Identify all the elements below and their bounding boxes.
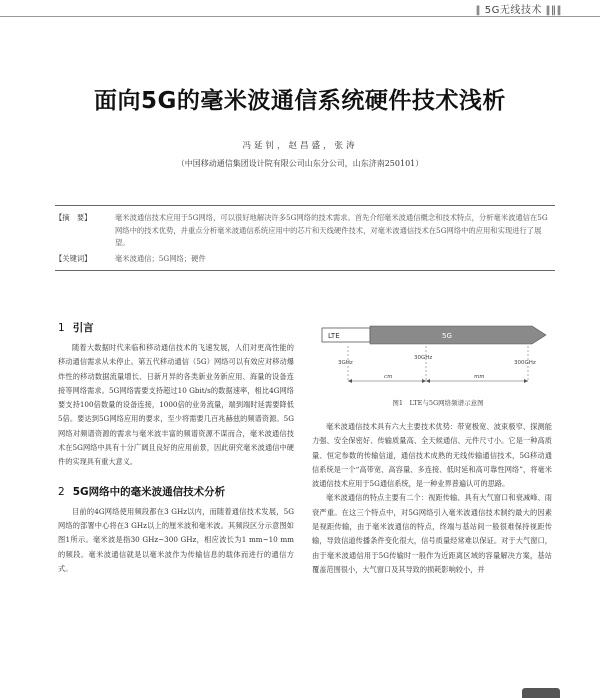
section-2-body: 目前的4G网络使用频段都在3 GHz以内，而随着通信技术发展，5G网络的部署中心将在3 GHz以上的厘米波和毫米波。其频段区分示意图如图1所示。毫米波是指30 GHz~300 GHz，相应波长为1 mm~10 mm的频段。毫米波通信就是以毫米波作为传输信息的载体而进行的通信方式。: [58, 506, 294, 573]
band-arrow-right: [524, 379, 528, 383]
keywords-label: 【关键词】: [55, 253, 92, 263]
band-arrow-mid-left: [422, 379, 426, 383]
abstract-box: [55, 205, 555, 271]
section-1-title: 引言: [72, 322, 94, 334]
band-arrow-left: [348, 379, 352, 383]
article-affiliation: （中国移动通信集团设计院有限公司山东分公司，山东济南250101）: [176, 159, 424, 168]
5g-arrow: [370, 326, 546, 344]
figure-caption: 图1 LTE与5G网络频谱示意图: [392, 399, 484, 407]
abstract-row: [55, 212, 555, 250]
section-tag: ‖ 5G无线技术 ‖‖‖: [475, 5, 562, 16]
tick-label-30ghz: 30GHz: [414, 355, 433, 361]
band-mm-label: mm: [474, 374, 485, 380]
tick-label-300ghz: 300GHz: [514, 360, 536, 366]
abstract-label: 【摘 要】: [55, 213, 92, 222]
left-column: [58, 320, 294, 576]
article-authors: 冯延钊，赵昌盛，张涛: [242, 141, 358, 151]
band-cm-label: cm: [384, 374, 393, 380]
abstract-text: 毫米波通信技术应用于5G网络，可以很好地解决许多5G网络的技术需求。首先介绍毫米波通信概念和技术特点，分析毫米波通信在5G网络中的技术优势，并重点分析毫米波通信系统应用中的芯片和天线硬件技术，对毫米波通信技术在5G网络中的应用和实现进行了展望。: [115, 213, 548, 247]
section-1-number: 1: [58, 322, 65, 334]
lte-label: LTE: [328, 332, 340, 340]
article-title: 面向5G的毫米波通信系统硬件技术浅析: [94, 88, 506, 114]
section-2-heading: [58, 484, 294, 499]
section-2-number: 2: [58, 485, 65, 498]
band-arrow-mid-right: [426, 379, 430, 383]
section-1-body: 随着大数据时代来临和移动通信技术的飞速发展，人们对更高性能的移动通信需求从未停止。第五代移动通信（5G）网络可以有效应对移动爆炸性的移动数据流量增长、日新月异的各类新业务新应用、海量的设备连接等网络需求。5G网络需要支持超过10 Gbit/s的数据速率，相比4G网络要支持100倍数量的设备连接，1000倍的业务流量，端到端时延需要降低5倍。要达到5G网络应用的要求，至少将需要几百兆赫兹的频谱资源。5G网络对频谱资源的需求与毫米波丰富的频谱资源不谋而合，毫米波通信技术在5G网络中具有十分广阔且良好的应用前景，因此研究毫米波通信中硬件的实现具有重大意义。: [58, 343, 294, 467]
section-1-heading: [58, 320, 294, 335]
page-number-badge: [522, 688, 560, 698]
tick-label-3ghz: 3GHz: [338, 360, 353, 366]
right-column: [312, 420, 552, 577]
5g-label: 5G: [442, 332, 452, 340]
header-divider: [0, 16, 600, 17]
section-2-title: 5G网络中的毫米波通信技术分析: [72, 485, 226, 498]
right-paragraph-1: 毫米波通信技术具有六大主要技术优势：带宽极宽、波束极窄、探测能力强、安全保密好、传输质量高、全天候通信、元件尺寸小。它是一种高质量、恒定参数的传输信道，通信技术成熟的无线传输通信技术，5G移动通信系统是一个“高带宽、高容量、多连接、低时延和高可靠性网络”，将毫米波通信技术应用于5G通信系统，是一种业界普遍认可的思路。: [312, 422, 552, 489]
keywords-row: [55, 253, 555, 266]
keywords-text: 毫米波通信；5G网络；硬件: [115, 253, 206, 263]
right-paragraph-2: 毫米波通信的特点主要有二个：视距传输、具有大气窗口和衰减峰、雨衰严重。在这三个特点中，对5G网络引入毫米波通信技术制约最大的因素是视距传输，由于毫米波通信的特点，终端与基站间一般很难保持视距传输，导致信道传播条件变化很大，信号质量经常难以保证。对于大气窗口，由于毫米波通信用于5G传输时一般作为近距离区域的容量解决方案，基站覆盖范围很小，大气窗口及其导致的损耗影响较小，并: [312, 493, 552, 574]
